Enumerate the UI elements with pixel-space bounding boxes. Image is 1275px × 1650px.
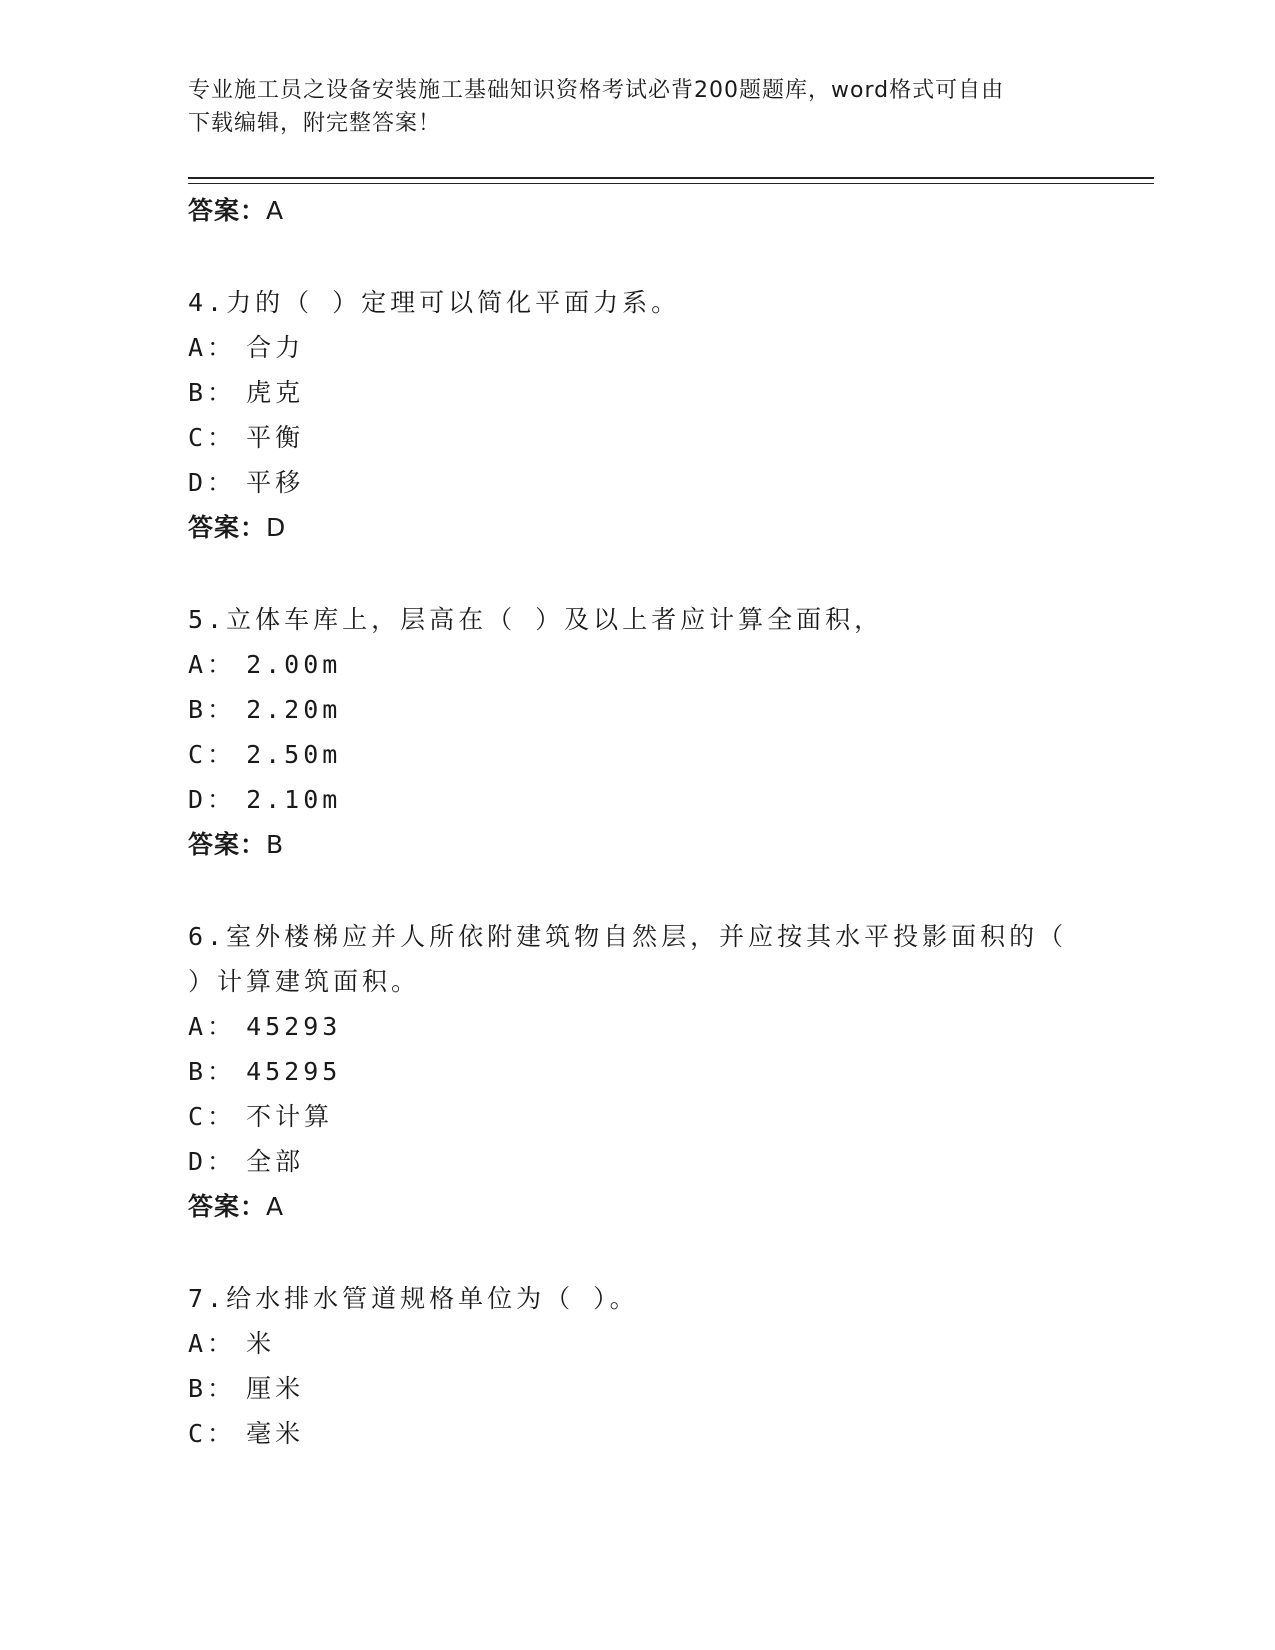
question-list [188, 188, 1088, 1456]
option-a: A： 米 [188, 1329, 276, 1358]
option-c: C： 平衡 [188, 423, 305, 452]
answer-label: 答案： [188, 196, 267, 225]
answer-label: 答案： [188, 830, 267, 859]
option-a: A： 合力 [188, 333, 305, 362]
header-line-2: 下载编辑，附完整答案！ [188, 111, 442, 136]
question-block [188, 914, 1088, 1229]
answer-value: A [266, 1192, 285, 1221]
answer-value: B [266, 830, 285, 859]
option-a: A： 45293 [188, 1012, 342, 1041]
question-text: 4.力的（ ）定理可以简化平面力系。 [188, 288, 681, 317]
answer-line [188, 188, 1088, 233]
question-block [188, 1276, 1088, 1456]
option-d: D： 2.10m [188, 785, 342, 814]
option-b: B： 厘米 [188, 1374, 305, 1403]
answer-label: 答案： [188, 1192, 267, 1221]
answer-line [188, 1184, 1088, 1229]
option-d: D： 平移 [188, 468, 305, 497]
option-b: B： 虎克 [188, 378, 305, 407]
question-text: 6.室外楼梯应并人所依附建筑物自然层，并应按其水平投影面积的（ ）计算建筑面积。 [188, 922, 1068, 996]
option-c: C： 2.50m [188, 740, 342, 769]
question-text: 7.给水排水管道规格单位为（ ）。 [188, 1284, 639, 1313]
question-block [188, 597, 1088, 867]
answer-label: 答案： [188, 513, 267, 542]
answer-value: A [266, 196, 285, 225]
option-a: A： 2.00m [188, 650, 342, 679]
option-b: B： 2.20m [188, 695, 342, 724]
option-c: C： 不计算 [188, 1102, 334, 1131]
option-c: C： 毫米 [188, 1419, 305, 1448]
question-block [188, 280, 1088, 550]
header-rule-thick [188, 177, 1154, 179]
option-d: D： 全部 [188, 1147, 305, 1176]
answer-line [188, 822, 1088, 867]
answer-value: D [266, 513, 287, 542]
header-rule-thin [188, 183, 1154, 184]
option-b: B： 45295 [188, 1057, 342, 1086]
answer-line [188, 505, 1088, 550]
header-line-1: 专业施工员之设备安装施工基础知识资格考试必背200题题库，word格式可自由 [188, 78, 1005, 103]
document-header [188, 74, 1088, 140]
question-text: 5.立体车库上，层高在（ ）及以上者应计算全面积， [188, 605, 884, 634]
